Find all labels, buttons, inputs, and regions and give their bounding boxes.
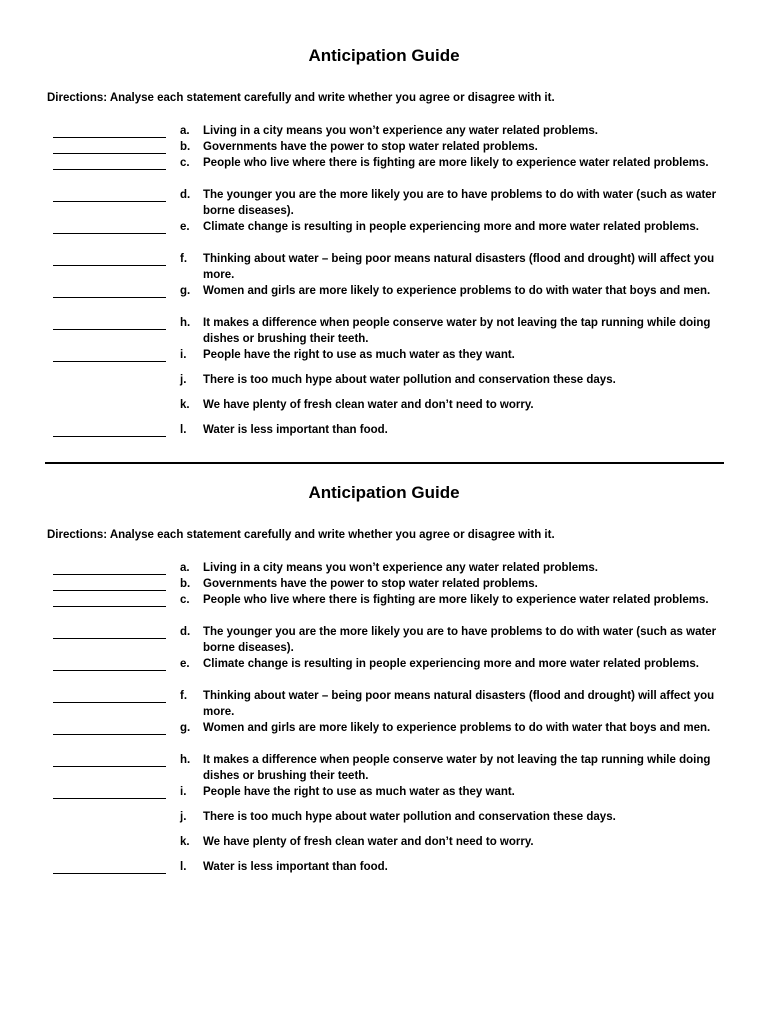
answer-blank[interactable]: [53, 155, 166, 170]
anticipation-guide-1: [0, 44, 768, 436]
statement-item: [0, 347, 768, 372]
statement-letter: i.: [180, 349, 187, 361]
statement-text: Thinking about water – being poor means natural disasters (flood and drought) will affect you more.: [203, 690, 715, 718]
statement-text: People have the right to use as much water as they want.: [203, 786, 515, 798]
statement-letter: f.: [180, 690, 188, 702]
statement-letter: g.: [180, 285, 191, 297]
answer-blank[interactable]: [53, 859, 166, 874]
section-divider: [45, 462, 724, 464]
statement-text: Climate change is resulting in people experiencing more and more water related problems.: [203, 221, 699, 233]
statement-letter: c.: [180, 594, 190, 606]
statement-letter: e.: [180, 658, 190, 670]
answer-blank[interactable]: [53, 784, 166, 799]
statement-item: [0, 397, 768, 422]
statement-item: [0, 372, 768, 397]
answer-blank[interactable]: [53, 219, 166, 234]
statement-item: [0, 123, 768, 139]
answer-blank[interactable]: [53, 592, 166, 607]
statement-letter: b.: [180, 141, 191, 153]
answer-blank[interactable]: [53, 560, 166, 575]
directions: Directions: Analyse each statement carefully and write whether you agree or disagree with it.: [47, 529, 555, 541]
statement-list: [0, 560, 768, 875]
statement-item: [0, 592, 768, 624]
statement-item: [0, 283, 768, 315]
statement-item: [0, 576, 768, 592]
statement-text: People who live where there is fighting are more likely to experience water related problems.: [203, 157, 709, 169]
statement-item: [0, 187, 768, 219]
statement-text: People have the right to use as much water as they want.: [203, 349, 515, 361]
statement-list: [0, 123, 768, 438]
statement-item: [0, 315, 768, 347]
statement-letter: f.: [180, 253, 188, 265]
statement-text: Governments have the power to stop water related problems.: [203, 141, 538, 153]
statement-item: [0, 720, 768, 752]
statement-letter: k.: [180, 399, 190, 411]
statement-text: Living in a city means you won’t experience any water related problems.: [203, 562, 598, 574]
statement-letter: h.: [180, 317, 191, 329]
statement-item: [0, 688, 768, 720]
guide-title: Anticipation Guide: [308, 46, 460, 65]
statement-text: Thinking about water – being poor means natural disasters (flood and drought) will affect you more.: [203, 253, 715, 281]
answer-blank[interactable]: [53, 315, 166, 330]
answer-blank[interactable]: [53, 187, 166, 202]
statement-letter: g.: [180, 722, 191, 734]
directions: Directions: Analyse each statement carefully and write whether you agree or disagree with it.: [47, 92, 555, 104]
statement-item: [0, 656, 768, 688]
statement-text: The younger you are the more likely you are to have problems to do with water (such as water borne diseases).: [203, 189, 717, 217]
statement-letter: d.: [180, 189, 191, 201]
statement-letter: h.: [180, 754, 191, 766]
statement-item: [0, 624, 768, 656]
answer-blank[interactable]: [53, 688, 166, 703]
answer-blank[interactable]: [53, 422, 166, 437]
answer-blank[interactable]: [53, 656, 166, 671]
statement-item: [0, 834, 768, 859]
statement-letter: b.: [180, 578, 191, 590]
answer-blank[interactable]: [53, 752, 166, 767]
statement-text: Women and girls are more likely to experience problems to do with water that boys and men.: [203, 722, 711, 734]
statement-item: [0, 251, 768, 283]
answer-blank[interactable]: [53, 624, 166, 639]
statement-letter: j.: [180, 811, 187, 823]
answer-blank[interactable]: [53, 720, 166, 735]
answer-blank[interactable]: [53, 576, 166, 591]
statement-text: Water is less important than food.: [203, 861, 388, 873]
statement-item: [0, 809, 768, 834]
statement-text: Living in a city means you won’t experience any water related problems.: [203, 125, 598, 137]
answer-blank[interactable]: [53, 123, 166, 138]
statement-letter: l.: [180, 424, 187, 436]
statement-letter: a.: [180, 562, 190, 574]
statement-text: There is too much hype about water pollution and conservation these days.: [203, 374, 616, 386]
statement-text: People who live where there is fighting are more likely to experience water related problems.: [203, 594, 709, 606]
anticipation-guide-2: [0, 481, 768, 873]
statement-letter: a.: [180, 125, 190, 137]
statement-letter: j.: [180, 374, 187, 386]
statement-item: [0, 784, 768, 809]
guide-title: Anticipation Guide: [308, 483, 460, 502]
statement-text: The younger you are the more likely you are to have problems to do with water (such as water borne diseases).: [203, 626, 717, 654]
statement-item: [0, 139, 768, 155]
statement-item: [0, 155, 768, 187]
statement-text: Women and girls are more likely to experience problems to do with water that boys and men.: [203, 285, 711, 297]
statement-letter: c.: [180, 157, 190, 169]
answer-blank[interactable]: [53, 139, 166, 154]
statement-item: [0, 422, 768, 438]
statement-text: We have plenty of fresh clean water and don’t need to worry.: [203, 836, 534, 848]
statement-text: It makes a difference when people conserve water by not leaving the tap running while doing dishes or brushing their teeth.: [203, 754, 711, 782]
statement-text: Governments have the power to stop water related problems.: [203, 578, 538, 590]
statement-letter: i.: [180, 786, 187, 798]
statement-item: [0, 752, 768, 784]
answer-blank[interactable]: [53, 251, 166, 266]
statement-text: Water is less important than food.: [203, 424, 388, 436]
statement-item: [0, 859, 768, 875]
statement-letter: k.: [180, 836, 190, 848]
statement-text: We have plenty of fresh clean water and don’t need to worry.: [203, 399, 534, 411]
statement-text: It makes a difference when people conserve water by not leaving the tap running while doing dishes or brushing their teeth.: [203, 317, 711, 345]
statement-text: Climate change is resulting in people experiencing more and more water related problems.: [203, 658, 699, 670]
statement-letter: e.: [180, 221, 190, 233]
answer-blank[interactable]: [53, 283, 166, 298]
statement-letter: d.: [180, 626, 191, 638]
statement-item: [0, 219, 768, 251]
statement-item: [0, 560, 768, 576]
statement-text: There is too much hype about water pollution and conservation these days.: [203, 811, 616, 823]
answer-blank[interactable]: [53, 347, 166, 362]
statement-letter: l.: [180, 861, 187, 873]
